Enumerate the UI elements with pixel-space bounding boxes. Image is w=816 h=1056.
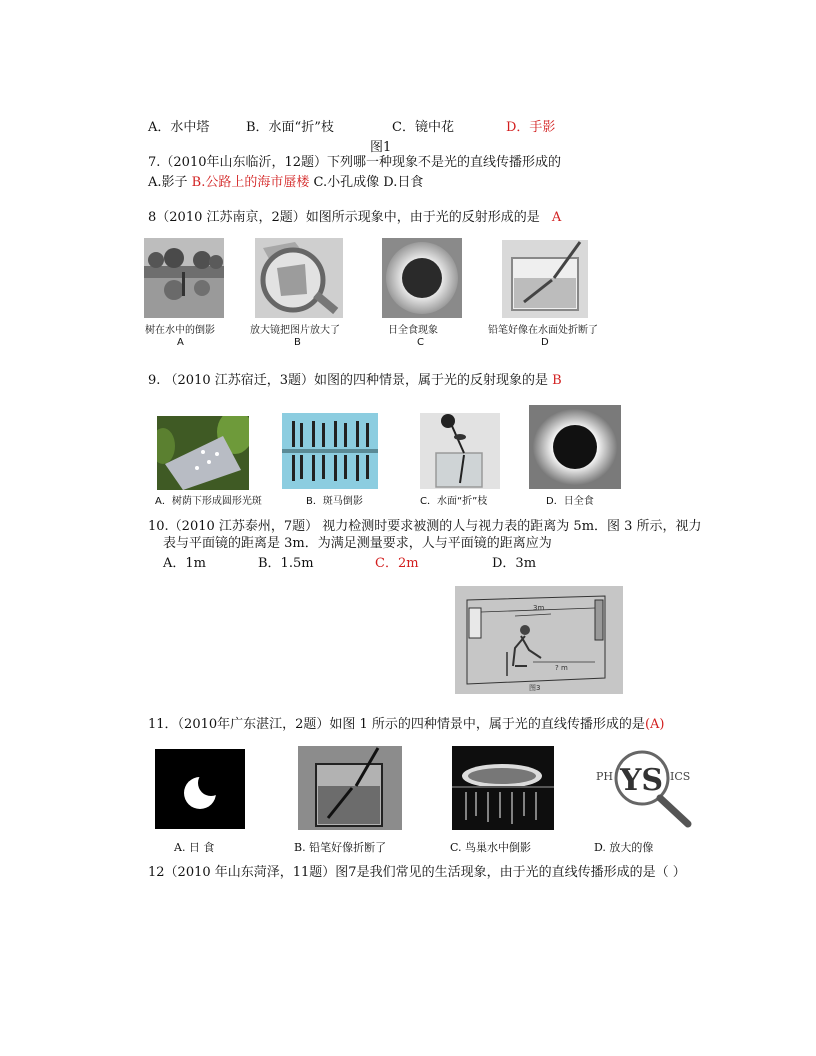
- q11-answer: (A): [644, 717, 665, 732]
- q8-photo-magnifier: [255, 238, 343, 318]
- q9-caption-d: D．日全食: [546, 496, 594, 507]
- q10-option-c: C．2m: [375, 556, 419, 571]
- q8-stem: [148, 206, 561, 225]
- q6-option-a: A．水中塔: [148, 120, 210, 135]
- q9-answer: B: [552, 373, 562, 388]
- q9-photo-zebra: [282, 413, 378, 489]
- q9-stem-text: 9. （2010 江苏宿迁，3题）如图的四种情景，属于光的反射现象的是: [148, 373, 549, 388]
- q8-letter-a: A: [177, 337, 184, 348]
- q9-photo-eclipse: [529, 405, 621, 489]
- q9-stem: [148, 369, 562, 388]
- q6-option-b: B．水面“折”枝: [246, 120, 334, 135]
- q8-caption-b: 放大镜把图片放大了: [250, 325, 340, 336]
- q9-caption-b: B．斑马倒影: [306, 496, 363, 507]
- q11-caption-d: D. 放大的像: [594, 841, 654, 854]
- q10-option-d: D．3m: [492, 556, 537, 571]
- q6-option-d: D．手影: [506, 120, 556, 135]
- q11-magnifier-big-text: YS: [620, 763, 664, 798]
- q11-magnifier-figure: [594, 748, 704, 832]
- q11-photo-eclipse: [155, 749, 245, 829]
- q8-caption-a: 树在水中的倒影: [145, 325, 215, 336]
- q11-magnifier-left-text: PH: [596, 770, 613, 783]
- q7-option-d: D.日食: [383, 175, 424, 190]
- q7-stem: 7.（2010年山东临沂，12题）下列哪一种现象不是光的直线传播形成的: [148, 155, 562, 170]
- q10-figure-bottom-distance: ? m: [555, 664, 568, 672]
- q9-caption-a: A．树荫下形成圆形光斑: [155, 496, 262, 507]
- q8-stem-text: 8（2010 江苏南京，2题）如图所示现象中，由于光的反射形成的是: [148, 210, 540, 225]
- q8-letter-d: D: [541, 337, 549, 348]
- q8-letter-c: C: [417, 337, 424, 348]
- q10-stem-line2: 表与平面镜的距离是 3m．为满足测量要求，人与平面镜的距离应为: [163, 536, 552, 551]
- q11-photo-pencil: [298, 746, 402, 830]
- q8-caption-c: 日全食现象: [388, 325, 438, 336]
- q7-options: [148, 171, 423, 190]
- q11-stem-text: 11．（2010年广东湛江，2题）如图 1 所示的四种情景中，属于光的直线传播形成的是: [148, 717, 645, 732]
- q7-option-c: C.小孔成像: [313, 175, 380, 190]
- q9-photo-flower-in-water: [420, 413, 500, 489]
- q8-letter-b: B: [294, 337, 301, 348]
- q11-photo-birds-nest: [452, 746, 554, 830]
- q9-photo-tree-shade: [157, 416, 249, 490]
- q10-figure-label: 图3: [529, 684, 541, 692]
- q11-magnifier-right-text: ICS: [670, 770, 691, 783]
- q8-caption-d: 铅笔好像在水面处折断了: [488, 325, 598, 336]
- q11-stem: [148, 713, 664, 732]
- q11-caption-c: C. 鸟巢水中倒影: [450, 841, 532, 854]
- q6-option-c: C．镜中花: [392, 120, 454, 135]
- q11-caption-a: A. 日 食: [174, 841, 215, 854]
- q7-option-a: A.影子: [148, 175, 188, 190]
- q10-figure-top-distance: 3m: [533, 604, 545, 612]
- q11-caption-b: B. 铅笔好像折断了: [294, 841, 387, 854]
- q8-photo-pencil-in-water: [502, 240, 588, 318]
- q8-answer: A: [551, 210, 562, 225]
- q8-photo-tree-reflection: [144, 238, 224, 318]
- q8-photo-eclipse: [382, 238, 462, 318]
- q6-figure-label: 图1: [370, 140, 392, 155]
- q9-caption-c: C．水面“折”枝: [420, 496, 488, 507]
- q12-stem: 12（2010 年山东菏泽，11题）图7是我们常见的生活现象，由于光的直线传播形成的是（ ）: [148, 865, 686, 880]
- q10-figure-vision-test: [455, 586, 623, 694]
- q10-stem-line1: 10.（2010 江苏泰州，7题） 视力检测时要求被测的人与视力表的距离为 5m．图 3 所示，视力: [148, 519, 702, 534]
- q7-option-b: B.公路上的海市蜃楼: [191, 175, 310, 190]
- q10-option-a: A．1m: [163, 556, 206, 571]
- q10-option-b: B．1.5m: [258, 556, 314, 571]
